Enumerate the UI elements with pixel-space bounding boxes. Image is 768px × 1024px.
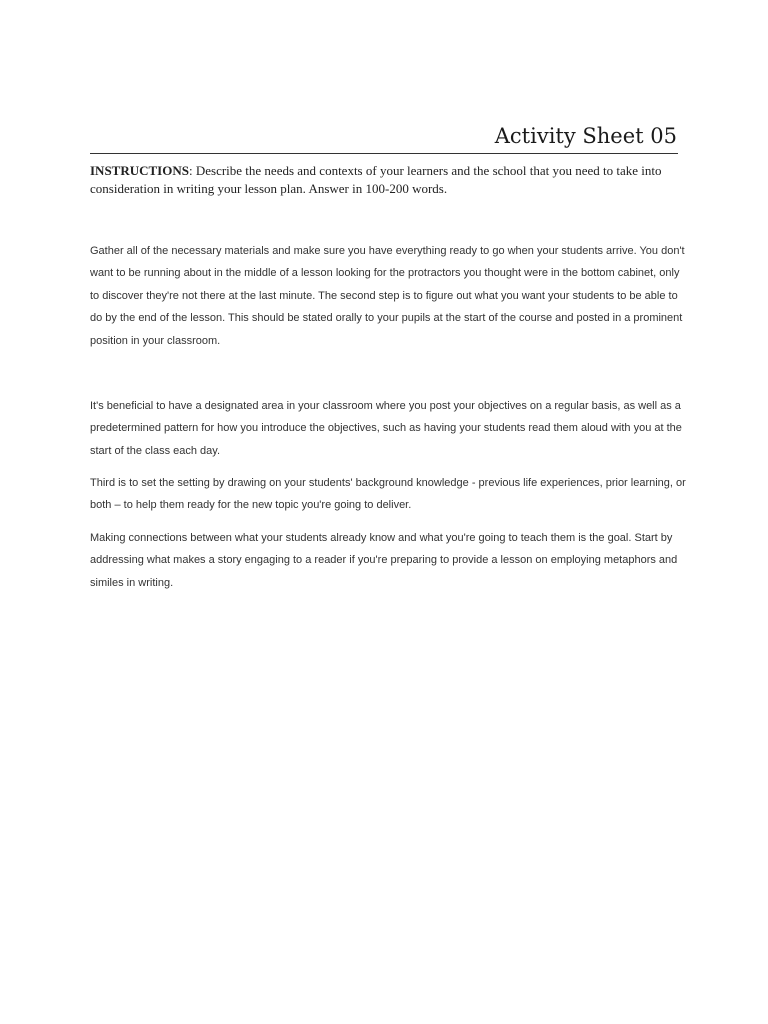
paragraph-objectives: It's beneficial to have a designated area in your classroom where you post your objectives on a regular basis, as well as a predetermined pattern for how you introduce the objectives, such as having your students read them aloud with you at the start of the class each day.: [90, 400, 682, 457]
instructions: [90, 162, 690, 198]
paragraph-connections: Making connections between what your students already know and what you're going to teach them is the goal. Start by addressing what makes a story engaging to a reader if you're preparing to provide a lesson on employing metaphors and similes in writing.: [90, 532, 678, 589]
title-divider: [90, 153, 678, 154]
paragraph-setting: Third is to set the setting by drawing on your students' background knowledge - previous life experiences, prior learning, or both – to help them ready for the new topic you're going to deliver.: [90, 477, 686, 512]
paragraph-materials: Gather all of the necessary materials and make sure you have everything ready to go when your students arrive. You don't want to be running about in the middle of a lesson looking for the protractors you thought were in the bottom cabinet, only to discover they're not there at the last minute. The second step is to figure out what you want your students to be able to do by the end of the lesson. This should be stated orally to your pupils at the start of the course and posted in a prominent position in your classroom.: [90, 245, 685, 347]
instructions-label: INSTRUCTIONS: [90, 163, 189, 178]
page-title: Activity Sheet 05: [494, 124, 677, 148]
instructions-text: : Describe the needs and contexts of your learners and the school that you need to take into consideration in writing your lesson plan. Answer in 100-200 words.: [90, 163, 662, 196]
